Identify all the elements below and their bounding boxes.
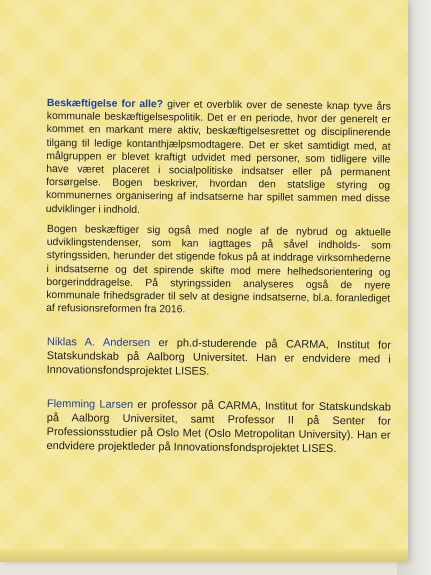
author-1-name: Niklas A. Andersen <box>46 335 151 350</box>
blurb-paragraph-1-text: giver et overblik over de seneste knap tyve års kommunale beskæftigelsespolitik. Det er en periode, hvor der generelt er kommet en markant mere aktiv, beskæftigelsesrettet og disciplinerende tilgang til ledige kontanthjælpsmodtagere. Det er sket samtidigt med, at målgruppen er blevet kraftigt udvidet med personer, som tidligere ville have været placeret i socialpolitiske indsatser eller på permanent forsørgelse. Bogen beskriver, hvordan den statslige styring og kommunernes organisering af indsatserne har spillet sammen med disse udviklinger i indhold. <box>45 99 391 216</box>
author-2-bio: er professor på CARMA, Institut for Statskundskab på Aalborg Universitet, samt Professor II på Senter for Professionsstudier på Oslo Met (Oslo Metropolitan University). Han er endvidere projektleder på Innovationsfondsprojektet LISES. <box>46 398 391 456</box>
author-1-bio: er ph.d-studerende på CARMA, Institut for Statskundskab på Aalborg Universitet. Han er endvidere med i Innovationsfondsprojektet LISES. <box>46 337 391 378</box>
author-bio-2 <box>46 397 391 457</box>
book-title-highlight: Beskæftigelse for alle? <box>46 97 164 111</box>
blurb-paragraph-1 <box>46 97 391 219</box>
author-2-name: Flemming Larsen <box>46 397 134 411</box>
blurb-paragraph-2 <box>46 223 391 319</box>
blurb-paragraph-2-text: Bogen beskæftiger sig også med nogle af de nybrud og aktuelle udviklingstendenser, som kan iagttages på såvel indholds- som styringssiden, herunder det stigende fokus på at inddrage virksomhederne i indsatserne og det spirende skifte mod mere helhedsorientering og borgerinddragelse. På styringssiden analyseres også de nyere kommunale frihedsgrader til selv at designe indsatserne, bl.a. foranlediget af refusionsreformen fra 2016. <box>46 223 391 316</box>
author-bio-1 <box>47 335 391 381</box>
book-bottom-edge <box>0 548 408 562</box>
